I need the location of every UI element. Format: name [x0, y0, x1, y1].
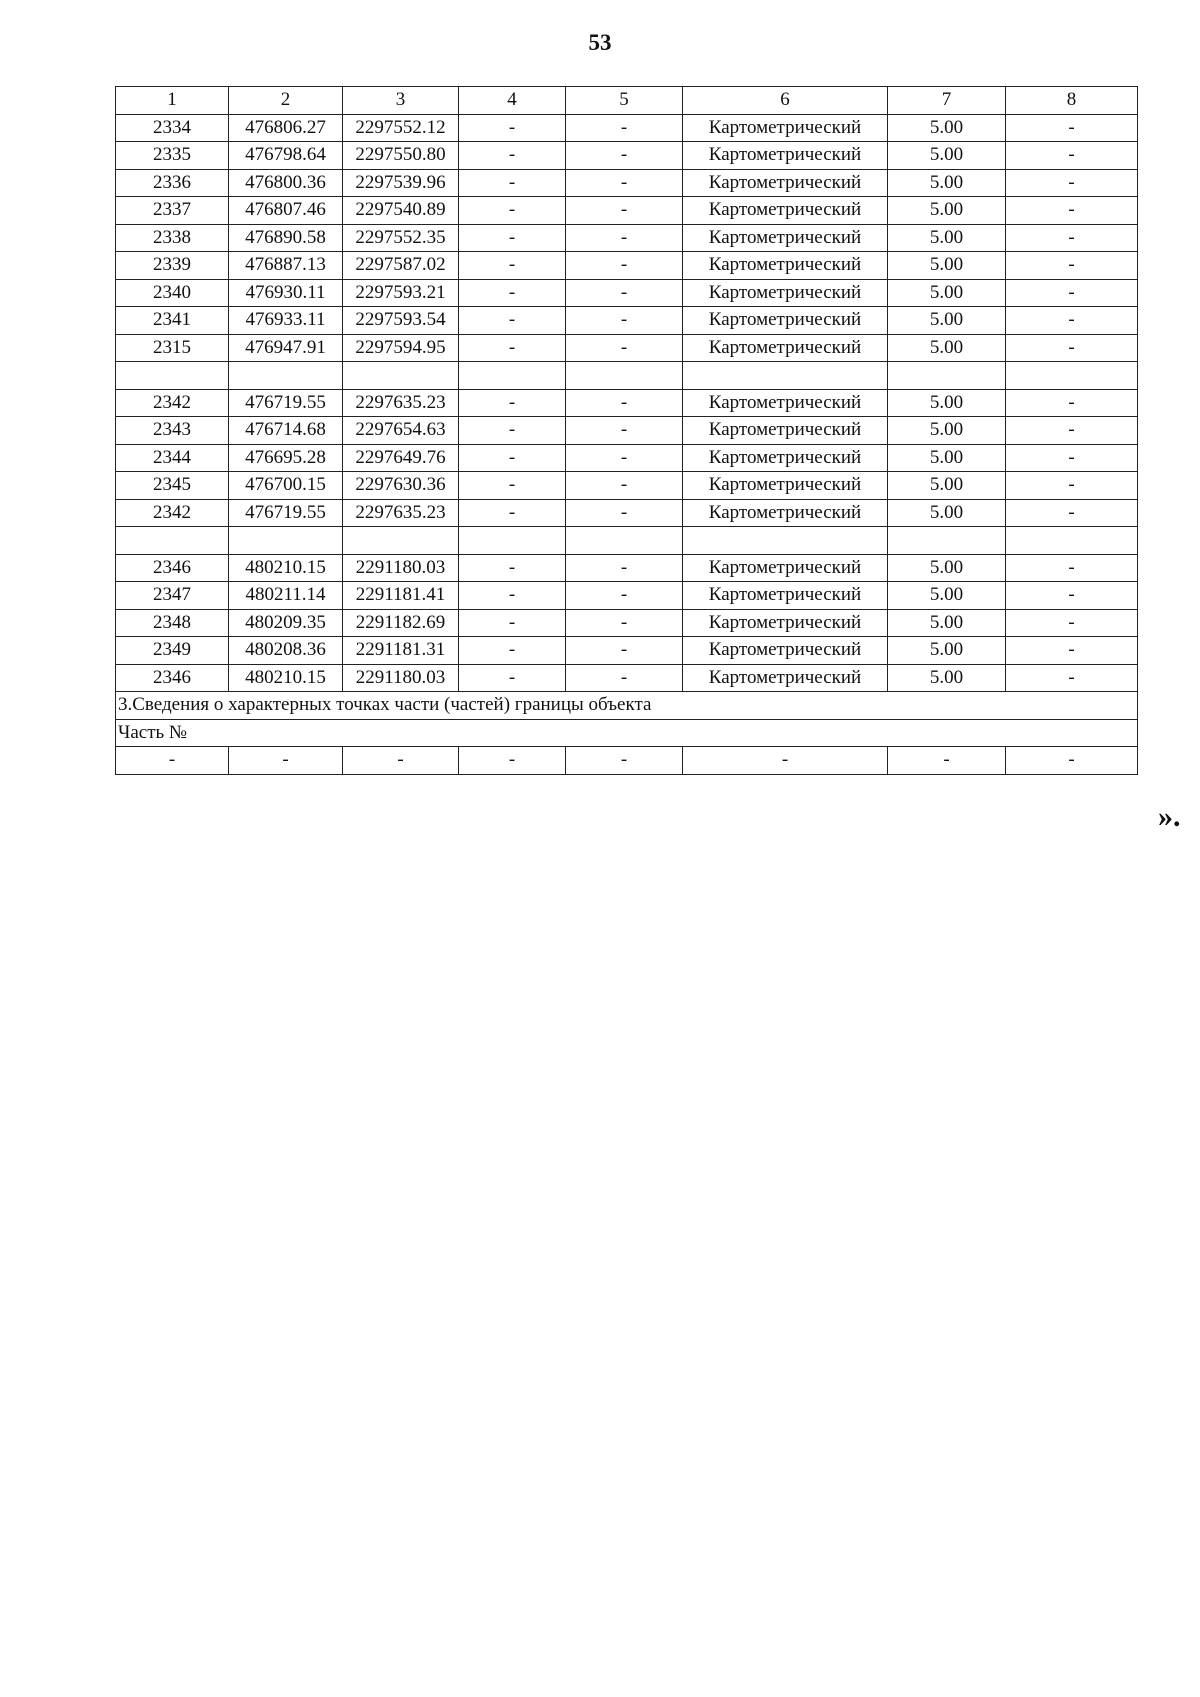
- table-row: [116, 554, 1138, 582]
- table-cell: 5.00: [888, 307, 1006, 335]
- table-row: [116, 279, 1138, 307]
- table-cell: 2297539.96: [343, 169, 459, 197]
- table-cell: -: [566, 664, 683, 692]
- table-cell: -: [1006, 417, 1138, 445]
- table-cell: -: [566, 114, 683, 142]
- table-cell: 476807.46: [229, 197, 343, 225]
- table-cell: 480211.14: [229, 582, 343, 610]
- table-cell: -: [1006, 609, 1138, 637]
- table-cell: -: [566, 224, 683, 252]
- table-cell: 2340: [116, 279, 229, 307]
- table-cell: Картометрический: [683, 197, 888, 225]
- table-row: [116, 582, 1138, 610]
- table-cell: 5.00: [888, 224, 1006, 252]
- part-label-row: [116, 719, 1138, 747]
- table-cell: -: [566, 279, 683, 307]
- table-cell: -: [566, 444, 683, 472]
- table-cell: 5.00: [888, 417, 1006, 445]
- page-number: 53: [588, 30, 612, 55]
- table-cell: -: [459, 197, 566, 225]
- table-cell: -: [566, 197, 683, 225]
- table-cell: -: [888, 747, 1006, 775]
- table-cell: 5.00: [888, 664, 1006, 692]
- section-title-row: [116, 692, 1138, 720]
- table-row: [116, 609, 1138, 637]
- table-cell: -: [459, 499, 566, 527]
- table-cell: -: [459, 417, 566, 445]
- table-cell: -: [566, 499, 683, 527]
- table-cell: 2345: [116, 472, 229, 500]
- table-cell: -: [566, 637, 683, 665]
- table-cell: 2297552.12: [343, 114, 459, 142]
- table-cell: -: [1006, 279, 1138, 307]
- table-row: [116, 389, 1138, 417]
- table-cell: -: [1006, 307, 1138, 335]
- table-cell: 2347: [116, 582, 229, 610]
- table-cell: 8: [1006, 87, 1138, 115]
- table-cell: Картометрический: [683, 417, 888, 445]
- section-title-row-cell: 3.Сведения о характерных точках части (частей) границы объекта: [116, 692, 1138, 720]
- table-row: [116, 169, 1138, 197]
- table-cell: -: [1006, 582, 1138, 610]
- table-cell: 7: [888, 87, 1006, 115]
- table-cell: [566, 362, 683, 390]
- table-row: [116, 664, 1138, 692]
- table-cell: -: [1006, 114, 1138, 142]
- table-cell: -: [566, 169, 683, 197]
- table-cell: -: [1006, 637, 1138, 665]
- table-cell: -: [1006, 472, 1138, 500]
- table-cell: 476800.36: [229, 169, 343, 197]
- table-cell: 2334: [116, 114, 229, 142]
- table-cell: -: [459, 279, 566, 307]
- table-cell: -: [1006, 224, 1138, 252]
- table-cell: -: [343, 747, 459, 775]
- table-row: [116, 114, 1138, 142]
- table-cell: 5.00: [888, 114, 1006, 142]
- table-cell: 2291180.03: [343, 664, 459, 692]
- table-row: [116, 142, 1138, 170]
- table-cell: 5.00: [888, 582, 1006, 610]
- table-cell: [683, 527, 888, 555]
- empty-separator-row: [116, 527, 1138, 555]
- table-cell: 2297654.63: [343, 417, 459, 445]
- table-cell: -: [1006, 554, 1138, 582]
- table-cell: -: [1006, 664, 1138, 692]
- table-cell: 476714.68: [229, 417, 343, 445]
- table-row: [116, 197, 1138, 225]
- table-cell: 4: [459, 87, 566, 115]
- table-cell: 480209.35: [229, 609, 343, 637]
- table-cell: Картометрический: [683, 142, 888, 170]
- table-row: [116, 224, 1138, 252]
- table-cell: Картометрический: [683, 114, 888, 142]
- table-cell: 5.00: [888, 252, 1006, 280]
- table-cell: 476887.13: [229, 252, 343, 280]
- closing-quote-mark: ».: [1158, 800, 1181, 833]
- table-cell: Картометрический: [683, 637, 888, 665]
- table-cell: [888, 362, 1006, 390]
- table-cell: -: [566, 609, 683, 637]
- table-cell: -: [1006, 169, 1138, 197]
- table-cell: -: [459, 444, 566, 472]
- table-cell: 5.00: [888, 389, 1006, 417]
- table-cell: -: [566, 747, 683, 775]
- table-cell: 5.00: [888, 279, 1006, 307]
- table-cell: 2291181.31: [343, 637, 459, 665]
- table-cell: 476930.11: [229, 279, 343, 307]
- table-cell: 5.00: [888, 554, 1006, 582]
- table-cell: 2297593.21: [343, 279, 459, 307]
- table-cell: 2337: [116, 197, 229, 225]
- table-cell: 2339: [116, 252, 229, 280]
- table-cell: -: [566, 554, 683, 582]
- table-cell: -: [229, 747, 343, 775]
- table-cell: 2297587.02: [343, 252, 459, 280]
- table-cell: 2349: [116, 637, 229, 665]
- table-cell: 2297635.23: [343, 499, 459, 527]
- table-cell: Картометрический: [683, 609, 888, 637]
- table-cell: Картометрический: [683, 169, 888, 197]
- table-cell: 2342: [116, 499, 229, 527]
- table-cell: [566, 527, 683, 555]
- table-cell: -: [459, 637, 566, 665]
- table-row: [116, 252, 1138, 280]
- table-cell: 476695.28: [229, 444, 343, 472]
- table-cell: -: [116, 747, 229, 775]
- table-cell: -: [459, 169, 566, 197]
- table-cell: 2291182.69: [343, 609, 459, 637]
- table-cell: -: [459, 472, 566, 500]
- table-cell: 2336: [116, 169, 229, 197]
- table-cell: [683, 362, 888, 390]
- table-cell: Картометрический: [683, 224, 888, 252]
- table-cell: 2346: [116, 664, 229, 692]
- table-row: [116, 334, 1138, 362]
- table-cell: 2297649.76: [343, 444, 459, 472]
- table-cell: [888, 527, 1006, 555]
- table-cell: -: [1006, 444, 1138, 472]
- table-cell: -: [459, 142, 566, 170]
- table-cell: -: [459, 389, 566, 417]
- table-cell: 2297630.36: [343, 472, 459, 500]
- table-cell: [459, 362, 566, 390]
- table-cell: -: [459, 307, 566, 335]
- table-cell: 2338: [116, 224, 229, 252]
- table-cell: Картометрический: [683, 389, 888, 417]
- table-cell: -: [566, 417, 683, 445]
- table-cell: -: [459, 609, 566, 637]
- table-cell: -: [1006, 389, 1138, 417]
- table-cell: 2291181.41: [343, 582, 459, 610]
- empty-separator-row: [116, 362, 1138, 390]
- table-cell: [116, 527, 229, 555]
- table-cell: Картометрический: [683, 472, 888, 500]
- table-cell: 1: [116, 87, 229, 115]
- table-cell: 5.00: [888, 444, 1006, 472]
- table-cell: 5.00: [888, 197, 1006, 225]
- table-cell: Картометрический: [683, 499, 888, 527]
- table-cell: -: [566, 389, 683, 417]
- table-cell: 2348: [116, 609, 229, 637]
- table-cell: -: [566, 334, 683, 362]
- table-cell: [116, 362, 229, 390]
- table-cell: -: [566, 307, 683, 335]
- table-body: [116, 87, 1138, 775]
- table-cell: -: [566, 472, 683, 500]
- table-cell: 2297550.80: [343, 142, 459, 170]
- table-cell: -: [459, 224, 566, 252]
- table-cell: -: [459, 554, 566, 582]
- table-cell: 5.00: [888, 472, 1006, 500]
- table-cell: 2291180.03: [343, 554, 459, 582]
- table-cell: 2346: [116, 554, 229, 582]
- table-cell: 476719.55: [229, 499, 343, 527]
- table-cell: 5.00: [888, 637, 1006, 665]
- table-cell: 2341: [116, 307, 229, 335]
- table-cell: -: [459, 582, 566, 610]
- table-cell: [459, 527, 566, 555]
- table-cell: 6: [683, 87, 888, 115]
- table-cell: -: [459, 252, 566, 280]
- table-cell: 2297635.23: [343, 389, 459, 417]
- table-cell: -: [459, 747, 566, 775]
- table-cell: Картометрический: [683, 444, 888, 472]
- table-cell: -: [566, 142, 683, 170]
- table-cell: 2344: [116, 444, 229, 472]
- table-row: [116, 499, 1138, 527]
- table-cell: 2297540.89: [343, 197, 459, 225]
- table-cell: -: [1006, 334, 1138, 362]
- table-cell: 5.00: [888, 334, 1006, 362]
- table-cell: [1006, 362, 1138, 390]
- table-row: [116, 417, 1138, 445]
- table-cell: 476933.11: [229, 307, 343, 335]
- table-cell: 2297594.95: [343, 334, 459, 362]
- table-header-row: [116, 87, 1138, 115]
- table-row: [116, 637, 1138, 665]
- table-cell: Картометрический: [683, 307, 888, 335]
- table-row: [116, 444, 1138, 472]
- table-cell: 476890.58: [229, 224, 343, 252]
- table-cell: [229, 362, 343, 390]
- table-cell: 2297552.35: [343, 224, 459, 252]
- table-cell: -: [1006, 747, 1138, 775]
- table-row: [116, 472, 1138, 500]
- table-cell: 2315: [116, 334, 229, 362]
- table-cell: 476798.64: [229, 142, 343, 170]
- table-cell: Картометрический: [683, 279, 888, 307]
- table-cell: [229, 527, 343, 555]
- table-cell: -: [1006, 197, 1138, 225]
- table-cell: 2: [229, 87, 343, 115]
- table-cell: 5.00: [888, 499, 1006, 527]
- table-cell: 476806.27: [229, 114, 343, 142]
- part-data-row: [116, 747, 1138, 775]
- coordinates-table: [115, 86, 1138, 775]
- table-cell: -: [459, 114, 566, 142]
- table-cell: [343, 527, 459, 555]
- table-cell: 2297593.54: [343, 307, 459, 335]
- table-cell: Картометрический: [683, 554, 888, 582]
- table-cell: 5: [566, 87, 683, 115]
- table-cell: 476947.91: [229, 334, 343, 362]
- table-cell: 5.00: [888, 142, 1006, 170]
- table-cell: 2342: [116, 389, 229, 417]
- table-cell: Картометрический: [683, 664, 888, 692]
- table-cell: -: [459, 664, 566, 692]
- table-cell: Картометрический: [683, 252, 888, 280]
- table-cell: -: [566, 582, 683, 610]
- table-cell: 5.00: [888, 609, 1006, 637]
- table-cell: 480210.15: [229, 554, 343, 582]
- table-cell: [343, 362, 459, 390]
- table-cell: -: [1006, 252, 1138, 280]
- table-cell: -: [683, 747, 888, 775]
- table-cell: -: [1006, 499, 1138, 527]
- table-cell: Картометрический: [683, 334, 888, 362]
- table-cell: -: [1006, 142, 1138, 170]
- table-cell: -: [566, 252, 683, 280]
- table-cell: 2343: [116, 417, 229, 445]
- table-cell: [1006, 527, 1138, 555]
- table-row: [116, 307, 1138, 335]
- table-cell: -: [459, 334, 566, 362]
- table-cell: 3: [343, 87, 459, 115]
- table-cell: 480208.36: [229, 637, 343, 665]
- table-cell: Картометрический: [683, 582, 888, 610]
- table-cell: 476700.15: [229, 472, 343, 500]
- part-label-row-cell: Часть №: [116, 719, 1138, 747]
- table-cell: 476719.55: [229, 389, 343, 417]
- table-cell: 5.00: [888, 169, 1006, 197]
- table-cell: 2335: [116, 142, 229, 170]
- table-cell: 480210.15: [229, 664, 343, 692]
